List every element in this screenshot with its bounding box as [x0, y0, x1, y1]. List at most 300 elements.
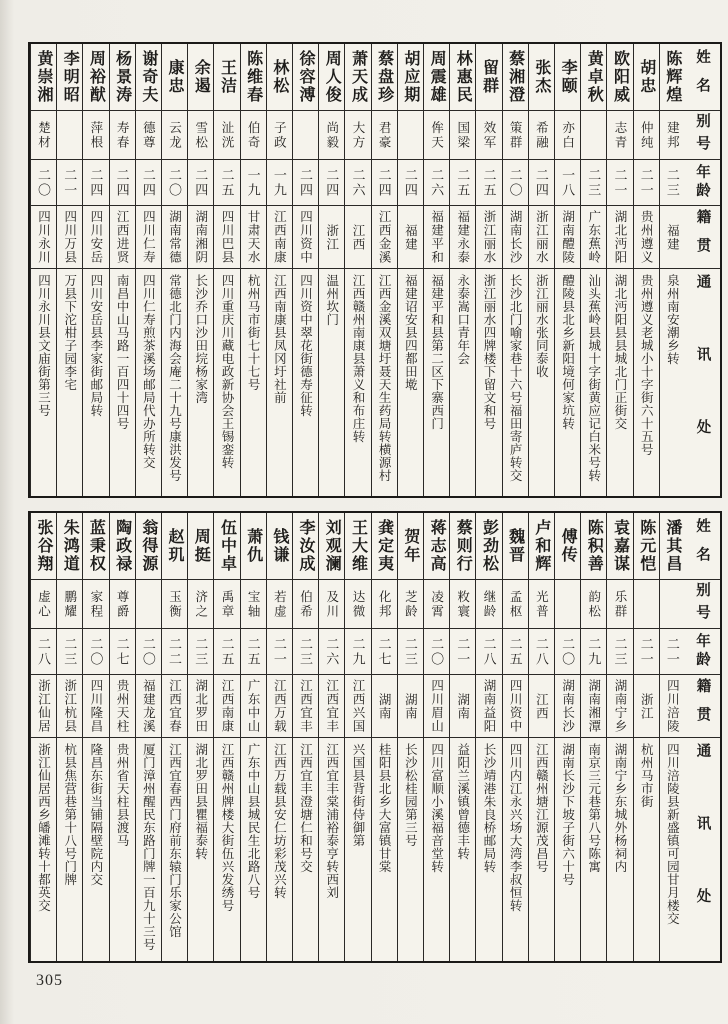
- person-age: 二〇: [136, 629, 161, 675]
- header-age: 年龄: [685, 160, 720, 206]
- person-age: 二四: [188, 160, 213, 206]
- person-address: 江西赣州南康县萧义和布庄转: [350, 274, 365, 443]
- person-column: [344, 513, 370, 961]
- person-address: 贵州遵义老城小十字街六十五号: [639, 274, 654, 456]
- person-name: 欧阳威: [607, 44, 632, 111]
- person-age: 二三: [398, 629, 423, 675]
- person-column: [554, 513, 580, 961]
- person-age: 二七: [110, 629, 135, 675]
- person-column: [397, 513, 423, 961]
- person-address: 江西宜丰澄塘仁和号交: [298, 743, 313, 873]
- person-name: 魏晋: [503, 513, 528, 580]
- person-alias: 敉寰: [450, 580, 475, 629]
- person-address: 浙江丽水四牌楼下留文和号: [481, 274, 496, 430]
- person-native-place: 广东中山: [241, 675, 266, 738]
- person-alias: 子政: [267, 111, 292, 160]
- person-native-place: 湖南益阳: [476, 675, 501, 738]
- person-address: 四川资中翠花街德寿征转: [298, 274, 313, 417]
- person-address: 长沙乔口沙田垸杨家湾: [193, 274, 208, 404]
- person-name: 陈积善: [581, 513, 606, 580]
- person-address: 益阳兰溪镇曾德丰转: [455, 743, 470, 860]
- person-age: 二五: [214, 160, 239, 206]
- person-age: 一八: [555, 160, 580, 206]
- person-alias: 沚洸: [214, 111, 239, 160]
- person-column: [318, 513, 344, 961]
- person-name: 朱鸿道: [57, 513, 82, 580]
- person-address: 浙江仙居西乡皤滩转十都英交: [36, 743, 51, 912]
- person-address: 四川富顺小溪福音堂转: [429, 743, 444, 873]
- person-age: 二五: [503, 629, 528, 675]
- person-column: [56, 44, 82, 496]
- person-address: 永泰嵩口青年会: [455, 274, 470, 365]
- header-name: 姓名: [685, 513, 720, 580]
- person-native-place: 浙江丽水: [529, 206, 554, 269]
- person-age: 二六: [424, 160, 449, 206]
- person-native-place: 四川眉山: [424, 675, 449, 738]
- person-alias: 亦白: [555, 111, 580, 160]
- person-alias: [136, 580, 161, 629]
- person-native-place: 江西: [345, 206, 370, 269]
- person-name: 袁嘉谋: [607, 513, 632, 580]
- person-address: 四川涪陵县新盛镇可园甘月楼交: [665, 743, 680, 925]
- person-name: 徐容溥: [293, 44, 318, 111]
- person-address: 江西万载县安仁坊彩茂兴转: [272, 743, 287, 899]
- person-alias: 楚材: [31, 111, 56, 160]
- person-column: [213, 44, 239, 496]
- person-native-place: 四川涪陵: [660, 675, 685, 738]
- person-address: 江西宜春西门府前东辕门乐家公馆: [167, 743, 182, 938]
- person-alias: 侔天: [424, 111, 449, 160]
- person-native-place: 江西宜丰: [319, 675, 344, 738]
- person-alias: 仲纯: [634, 111, 659, 160]
- person-alias: 萍根: [83, 111, 108, 160]
- table-header-column: [685, 44, 720, 496]
- person-alias: 策群: [503, 111, 528, 160]
- person-column: [423, 513, 449, 961]
- person-alias: 寿春: [110, 111, 135, 160]
- person-address: 湖南宁乡东城外杨祠内: [612, 743, 627, 873]
- person-column: [161, 44, 187, 496]
- person-name: 蔡盘珍: [372, 44, 397, 111]
- person-address: 温州坎门: [324, 274, 339, 326]
- header-alias: 别号: [685, 111, 720, 160]
- person-column: [213, 513, 239, 961]
- person-age: 二四: [110, 160, 135, 206]
- person-alias: 建邦: [660, 111, 685, 160]
- person-name: 王洁: [214, 44, 239, 111]
- person-alias: 芝龄: [398, 580, 423, 629]
- person-address: 四川永川县文庙街第三号: [36, 274, 51, 417]
- person-age: 二〇: [424, 629, 449, 675]
- person-native-place: 福建: [398, 206, 423, 269]
- person-native-place: 湖南醴陵: [555, 206, 580, 269]
- person-native-place: 湖南: [398, 675, 423, 738]
- header-name: 姓名: [685, 44, 720, 111]
- person-name: 黄崇湘: [31, 44, 56, 111]
- person-column: [30, 513, 56, 961]
- person-name: 蓝秉权: [83, 513, 108, 580]
- person-column: [344, 44, 370, 496]
- person-age: 一九: [267, 160, 292, 206]
- person-address: 醴陵县北乡新阳境何家坑转: [560, 274, 575, 430]
- person-native-place: 湖南: [372, 675, 397, 738]
- person-alias: 化邦: [372, 580, 397, 629]
- person-alias: 国梁: [450, 111, 475, 160]
- person-column: [82, 513, 108, 961]
- person-alias: 大方: [345, 111, 370, 160]
- person-column: [475, 513, 501, 961]
- person-native-place: 湖南宁乡: [607, 675, 632, 738]
- person-column: [371, 513, 397, 961]
- person-name: 刘观澜: [319, 513, 344, 580]
- person-column: [449, 44, 475, 496]
- person-alias: 效军: [476, 111, 501, 160]
- person-alias: 鹏耀: [57, 580, 82, 629]
- person-address: 四川重庆川藏电政新协会王锡銮转: [219, 274, 234, 469]
- person-alias: 禹章: [214, 580, 239, 629]
- person-address: 湖南长沙下坡子街六十号: [560, 743, 575, 886]
- person-column: [318, 44, 344, 496]
- person-native-place: 四川永川: [31, 206, 56, 269]
- header-native-place: 籍贯: [685, 675, 720, 738]
- person-native-place: 湖北沔阳: [607, 206, 632, 269]
- person-native-place: 浙江丽水: [476, 206, 501, 269]
- person-address: 厦门漳州醒民东路门牌一百九十三号: [141, 743, 156, 951]
- person-column: [56, 513, 82, 961]
- person-name: 谢奇夫: [136, 44, 161, 111]
- person-native-place: 四川资中: [293, 206, 318, 269]
- person-address: 隆昌东街当铺隔壁院内交: [88, 743, 103, 886]
- person-age: 二一: [634, 629, 659, 675]
- person-alias: 继龄: [476, 580, 501, 629]
- person-age: 二六: [345, 160, 370, 206]
- person-native-place: 江西金溪: [372, 206, 397, 269]
- person-native-place: 甘肃天水: [241, 206, 266, 269]
- person-native-place: 福建永泰: [450, 206, 475, 269]
- person-name: 陈维春: [241, 44, 266, 111]
- person-native-place: 浙江杭县: [57, 675, 82, 738]
- person-alias: 尚毅: [319, 111, 344, 160]
- person-address: 福建诏安县四都田墘: [403, 274, 418, 391]
- person-name: 张谷翔: [31, 513, 56, 580]
- person-native-place: 湖南长沙: [503, 206, 528, 269]
- person-name: 李明昭: [57, 44, 82, 111]
- person-column: [240, 44, 266, 496]
- person-address: 江西金溪双塘圩聂天生药局转横源村: [377, 274, 392, 482]
- person-native-place: 江西: [529, 675, 554, 738]
- person-native-place: 四川安岳: [83, 206, 108, 269]
- header-address: 通讯处: [694, 274, 711, 492]
- person-name: 潘其昌: [660, 513, 685, 580]
- person-native-place: 福建龙溪: [136, 675, 161, 738]
- person-name: 陶政禄: [110, 513, 135, 580]
- person-native-place: 四川资中: [503, 675, 528, 738]
- person-age: 二八: [529, 629, 554, 675]
- person-native-place: 湖南长沙: [555, 675, 580, 738]
- person-native-place: 福建: [660, 206, 685, 269]
- person-age: 二四: [398, 160, 423, 206]
- person-age: 二二: [162, 629, 187, 675]
- person-native-place: 浙江仙居: [31, 675, 56, 738]
- person-native-place: 广东蕉岭: [581, 206, 606, 269]
- person-native-place: 四川隆昌: [83, 675, 108, 738]
- person-age: 二一: [660, 629, 685, 675]
- person-name: 赵玑: [162, 513, 187, 580]
- person-name: 龚定夷: [372, 513, 397, 580]
- person-native-place: 四川巴县: [214, 206, 239, 269]
- page-number: 305: [36, 972, 63, 989]
- person-column: [135, 44, 161, 496]
- person-address: 湖北罗田县瞿福泰转: [193, 743, 208, 860]
- person-native-place: 江西南康: [267, 206, 292, 269]
- person-address: 江西宜丰棠浦裕泰亨转西刘: [324, 743, 339, 899]
- person-age: 二一: [57, 160, 82, 206]
- person-age: 二三: [293, 629, 318, 675]
- person-age: 二三: [188, 629, 213, 675]
- person-column: [161, 513, 187, 961]
- person-native-place: 湖北罗田: [188, 675, 213, 738]
- person-alias: 孟枢: [503, 580, 528, 629]
- person-name: 周人俊: [319, 44, 344, 111]
- person-age: 二一: [450, 629, 475, 675]
- person-native-place: 江西进贤: [110, 206, 135, 269]
- person-column: [266, 44, 292, 496]
- person-age: 二五: [450, 160, 475, 206]
- person-native-place: 江西兴国: [345, 675, 370, 738]
- person-column: [135, 513, 161, 961]
- roster-table-bottom: [28, 511, 722, 963]
- person-column: [292, 513, 318, 961]
- person-address: 四川仁寿煎茶溪场邮局代办所转交: [141, 274, 156, 469]
- person-column: [528, 513, 554, 961]
- person-alias: 宝轴: [241, 580, 266, 629]
- person-address: 长沙松桂园第三号: [403, 743, 418, 847]
- person-alias: 伯奇: [241, 111, 266, 160]
- person-age: 二一: [634, 160, 659, 206]
- person-column: [397, 44, 423, 496]
- person-name: 钱谦: [267, 513, 292, 580]
- person-column: [371, 44, 397, 496]
- person-column: [240, 513, 266, 961]
- person-alias: [398, 111, 423, 160]
- person-age: 二三: [57, 629, 82, 675]
- person-native-place: 湖南常德: [162, 206, 187, 269]
- person-column: [580, 44, 606, 496]
- person-column: [606, 44, 632, 496]
- person-alias: 德尊: [136, 111, 161, 160]
- person-address: 福建平和县第二区下寨西门: [429, 274, 444, 430]
- person-address: 桂阳县北乡大富镇甘棠: [377, 743, 392, 873]
- person-age: 二一: [267, 629, 292, 675]
- person-alias: 若虚: [267, 580, 292, 629]
- person-native-place: 湖南湘潭: [581, 675, 606, 738]
- person-name: 林惠民: [450, 44, 475, 111]
- person-address: 杭州马市街: [639, 743, 654, 808]
- person-name: 蔡则行: [450, 513, 475, 580]
- person-age: 二五: [476, 160, 501, 206]
- person-alias: 玉衡: [162, 580, 187, 629]
- person-name: 杨景涛: [110, 44, 135, 111]
- person-name: 林松: [267, 44, 292, 111]
- person-alias: 家程: [83, 580, 108, 629]
- person-address: 泉州南安潮乡转: [665, 274, 680, 365]
- header-native-place: 籍贯: [685, 206, 720, 269]
- person-native-place: 贵州天柱: [110, 675, 135, 738]
- person-name: 黄卓秋: [581, 44, 606, 111]
- person-age: 一九: [241, 160, 266, 206]
- person-name: 伍中卓: [214, 513, 239, 580]
- person-alias: 君豪: [372, 111, 397, 160]
- person-address: 广东中山县城民生北路八号: [246, 743, 261, 899]
- person-address: 长沙靖港朱良桥邮局转: [481, 743, 496, 873]
- person-column: [528, 44, 554, 496]
- person-alias: 济之: [188, 580, 213, 629]
- person-alias: [634, 580, 659, 629]
- person-age: 二八: [476, 629, 501, 675]
- person-native-place: 福建平和: [424, 206, 449, 269]
- person-column: [659, 44, 685, 496]
- person-column: [109, 513, 135, 961]
- person-column: [292, 44, 318, 496]
- person-name: 李汝成: [293, 513, 318, 580]
- person-age: 二〇: [555, 629, 580, 675]
- person-column: [502, 44, 528, 496]
- person-native-place: 湖南: [450, 675, 475, 738]
- person-age: 二〇: [31, 160, 56, 206]
- person-native-place: 湖南湘阴: [188, 206, 213, 269]
- person-alias: 韵松: [581, 580, 606, 629]
- person-address: 浙江丽水张同泰收: [534, 274, 549, 378]
- person-age: 二四: [293, 160, 318, 206]
- person-address: 南昌中山马路一百四十四号: [115, 274, 130, 430]
- person-native-place: 江西宜丰: [293, 675, 318, 738]
- person-age: 二七: [372, 629, 397, 675]
- person-column: [659, 513, 685, 961]
- header-age: 年龄: [685, 629, 720, 675]
- person-alias: 及川: [319, 580, 344, 629]
- person-age: 二六: [319, 629, 344, 675]
- person-age: 二〇: [162, 160, 187, 206]
- person-alias: 凌霄: [424, 580, 449, 629]
- person-alias: 光普: [529, 580, 554, 629]
- person-native-place: 贵州遵义: [634, 206, 659, 269]
- person-address: 四川内江永兴场大湾李叔恒转: [508, 743, 523, 912]
- person-column: [423, 44, 449, 496]
- person-alias: [293, 111, 318, 160]
- person-alias: 虚心: [31, 580, 56, 629]
- person-age: 二〇: [83, 629, 108, 675]
- person-column: [633, 513, 659, 961]
- person-address: 四川安岳县李家街邮局转: [88, 274, 103, 417]
- person-name: 周震雄: [424, 44, 449, 111]
- person-column: [82, 44, 108, 496]
- person-address: 江西南康县凤冈圩社前: [272, 274, 287, 404]
- person-address: 湖北沔阳县县城北门正街交: [612, 274, 627, 430]
- person-name: 萧天成: [345, 44, 370, 111]
- person-name: 周挺: [188, 513, 213, 580]
- person-address: 兴国县背街侍御第: [350, 743, 365, 847]
- person-column: [633, 44, 659, 496]
- person-age: 二三: [660, 160, 685, 206]
- person-age: 二九: [581, 629, 606, 675]
- person-address: 江西赣州牌楼大街伍兴发绣号: [219, 743, 234, 912]
- person-name: 陈元恺: [634, 513, 659, 580]
- person-native-place: 四川万县: [57, 206, 82, 269]
- person-age: 二八: [31, 629, 56, 675]
- person-alias: [660, 580, 685, 629]
- person-age: 二四: [529, 160, 554, 206]
- person-alias: 尊爵: [110, 580, 135, 629]
- person-column: [449, 513, 475, 961]
- person-column: [580, 513, 606, 961]
- person-name: 胡忠: [634, 44, 659, 111]
- person-alias: [57, 111, 82, 160]
- person-name: 留群: [476, 44, 501, 111]
- roster-table-top: [28, 42, 722, 498]
- person-column: [502, 513, 528, 961]
- person-age: 二三: [581, 160, 606, 206]
- person-native-place: 浙江: [634, 675, 659, 738]
- person-column: [266, 513, 292, 961]
- person-name: 胡应期: [398, 44, 423, 111]
- person-native-place: 浙江: [319, 206, 344, 269]
- person-age: 二三: [607, 629, 632, 675]
- person-alias: 希融: [529, 111, 554, 160]
- person-address: 江西赣州塘江源茂昌号: [534, 743, 549, 873]
- person-name: 彭劲松: [476, 513, 501, 580]
- person-name: 王大维: [345, 513, 370, 580]
- person-name: 康忠: [162, 44, 187, 111]
- person-native-place: 江西南康: [214, 675, 239, 738]
- person-column: [187, 513, 213, 961]
- person-name: 傅传: [555, 513, 580, 580]
- person-name: 萧仇: [241, 513, 266, 580]
- person-column: [187, 44, 213, 496]
- person-age: 二四: [372, 160, 397, 206]
- person-address: 杭县焦营巷第十八号门牌: [62, 743, 77, 886]
- person-age: 二五: [241, 629, 266, 675]
- person-alias: 乐群: [607, 580, 632, 629]
- person-column: [554, 44, 580, 496]
- person-name: 蒋志高: [424, 513, 449, 580]
- person-address: 汕头蕉岭县城十字街黄应记白米号转: [586, 274, 601, 482]
- person-name: 翁得源: [136, 513, 161, 580]
- person-alias: 雪松: [188, 111, 213, 160]
- person-age: 二一: [607, 160, 632, 206]
- person-name: 李颐: [555, 44, 580, 111]
- person-age: 二九: [345, 629, 370, 675]
- person-age: 二五: [214, 629, 239, 675]
- person-name: 张杰: [529, 44, 554, 111]
- person-address: 万县下沱柑子园李宅: [62, 274, 77, 391]
- person-age: 二四: [319, 160, 344, 206]
- person-alias: [555, 580, 580, 629]
- person-column: [606, 513, 632, 961]
- header-address: 通讯处: [694, 743, 711, 961]
- person-name: 贺年: [398, 513, 423, 580]
- person-native-place: 江西宜春: [162, 675, 187, 738]
- person-alias: 云龙: [162, 111, 187, 160]
- person-native-place: 四川仁寿: [136, 206, 161, 269]
- person-name: 蔡湘澄: [503, 44, 528, 111]
- person-column: [30, 44, 56, 496]
- person-address: 长沙北门喻家巷十六号福田寄庐转交: [508, 274, 523, 482]
- table-header-column: [685, 513, 720, 961]
- person-column: [109, 44, 135, 496]
- person-alias: 达微: [345, 580, 370, 629]
- person-age: 二〇: [503, 160, 528, 206]
- person-name: 余遏: [188, 44, 213, 111]
